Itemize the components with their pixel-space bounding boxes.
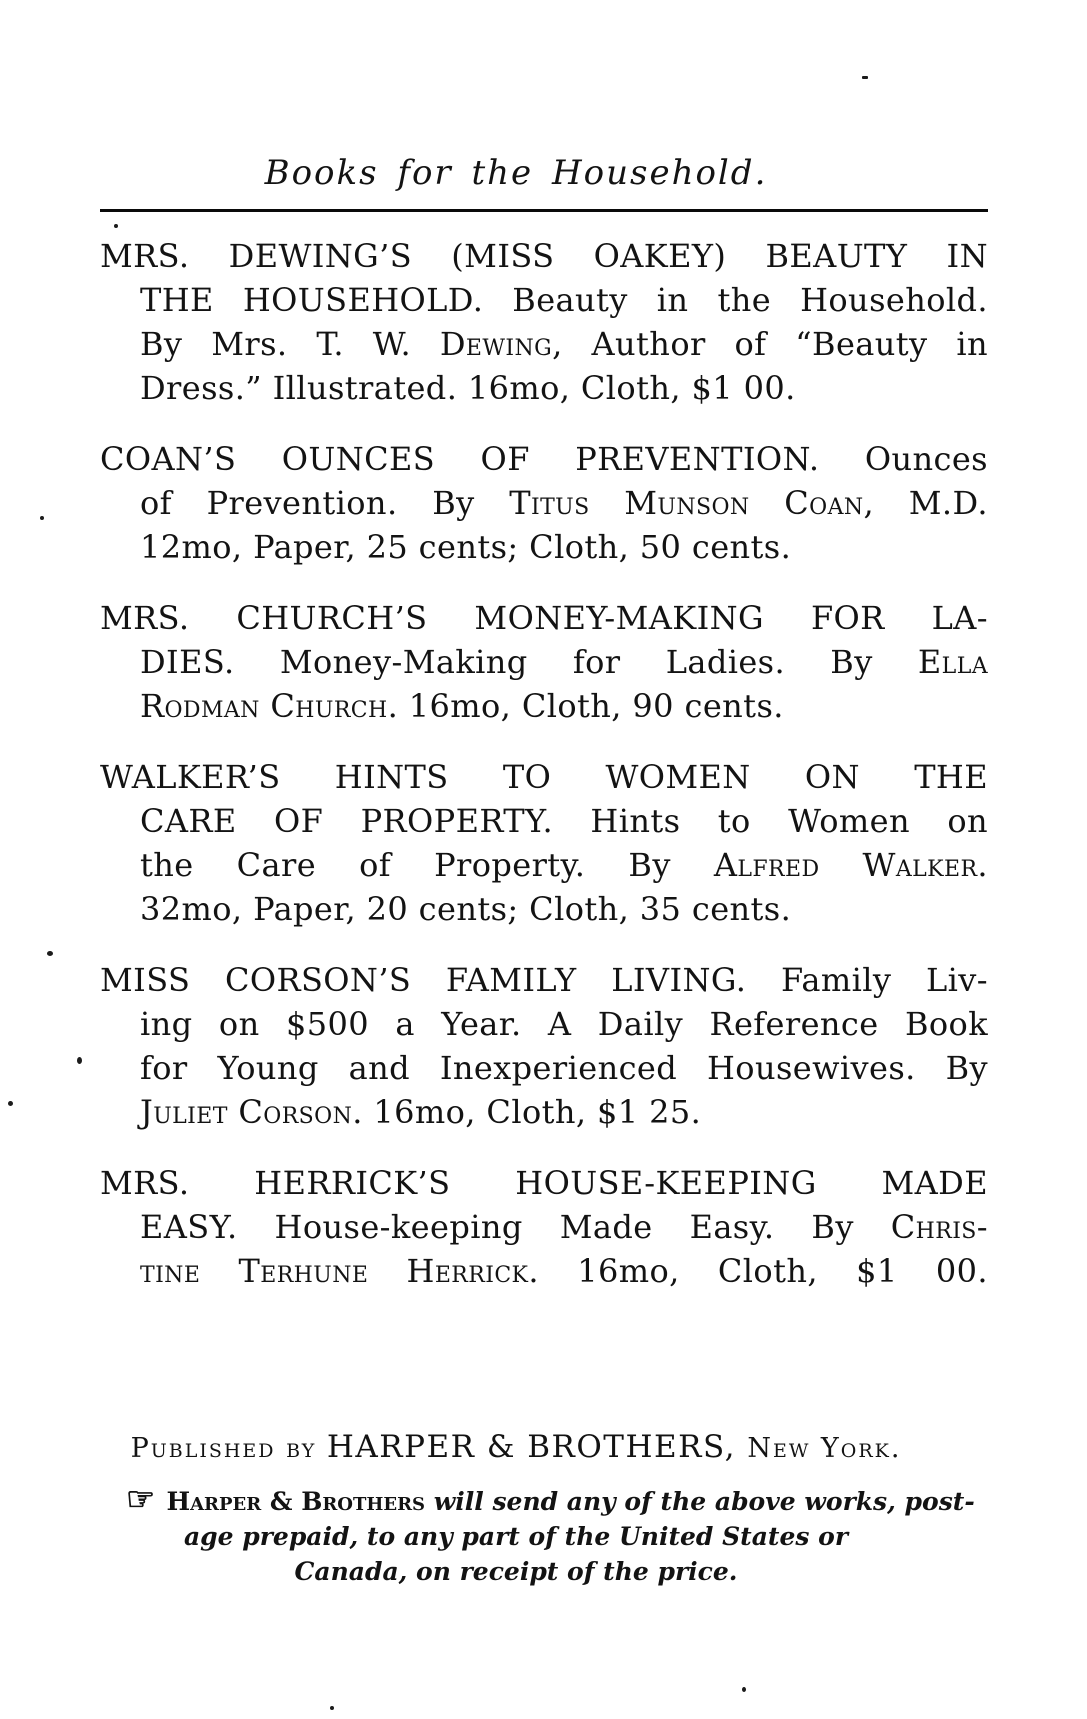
entry-line — [100, 437, 988, 481]
text-segment: COAN’S OUNCES OF PREVENTION. Ounces — [100, 440, 988, 478]
text-segment: for Young and Inexperienced Housewives. By — [140, 1049, 988, 1087]
scan-speck — [77, 1057, 82, 1064]
entry-line — [100, 366, 988, 410]
page-footer — [100, 1425, 988, 1589]
book-entry — [100, 1161, 988, 1293]
text-segment: . 16mo, Cloth, 90 cents. — [387, 687, 784, 725]
text-segment: 32mo, Paper, 20 cents; Cloth, 35 cents. — [140, 890, 792, 928]
page-title: Books for the Household. — [264, 153, 768, 193]
running-head — [100, 150, 988, 212]
entry-line — [100, 1090, 988, 1134]
text-segment: HARPER & BROTHERS, — [326, 1429, 748, 1465]
book-entry — [100, 596, 988, 728]
entry-line — [100, 278, 988, 322]
text-segment: MISS CORSON’S FAMILY LIVING. Family Liv- — [100, 961, 988, 999]
book-entries — [100, 234, 988, 1293]
notice-line — [126, 1554, 906, 1589]
text-segment: ing on $500 a Year. A Daily Reference Book — [140, 1005, 988, 1043]
text-segment: Alfred Walker — [713, 846, 978, 884]
entry-line — [100, 755, 988, 799]
entry-line — [100, 1205, 988, 1249]
text-segment: the Care of Property. By — [140, 846, 714, 884]
entry-line — [100, 799, 988, 843]
text-segment: Published by — [130, 1433, 327, 1464]
pointing-hand-icon: ☞ — [126, 1479, 167, 1518]
scan-speck — [330, 1706, 334, 1710]
text-segment: of Prevention. By — [140, 484, 510, 522]
text-segment: , Author of “Beauty in — [552, 325, 988, 363]
entry-line — [100, 234, 988, 278]
entry-line — [100, 1249, 988, 1293]
scan-speck — [47, 951, 53, 956]
entry-line — [100, 322, 988, 366]
book-entry — [100, 234, 988, 410]
text-segment: age prepaid, to any part of the United States or — [183, 1522, 848, 1551]
entry-line — [100, 887, 988, 931]
notice-line — [126, 1479, 975, 1519]
book-entry — [100, 755, 988, 931]
entry-line — [100, 481, 988, 525]
text-segment: Dress.” Illustrated. 16mo, Cloth, $1 00. — [140, 369, 796, 407]
text-segment: . — [977, 846, 988, 884]
header-rule — [100, 209, 988, 212]
entry-line — [100, 640, 988, 684]
book-entry — [100, 437, 988, 569]
text-segment: THE HOUSEHOLD. Beauty in the Household. — [140, 281, 988, 319]
entry-line — [100, 843, 988, 887]
entry-line — [100, 1161, 988, 1205]
text-segment: MRS. CHURCH’S MONEY-MAKING FOR LA- — [100, 599, 988, 637]
entry-line — [100, 525, 988, 569]
scan-speck — [8, 1101, 13, 1106]
text-segment: Chris- — [890, 1208, 988, 1246]
entry-line — [100, 1002, 988, 1046]
text-segment: Harper & Brothers — [166, 1487, 426, 1516]
text-segment: MRS. DEWING’S (MISS OAKEY) BEAUTY IN — [100, 237, 988, 275]
text-segment: By Mrs. T. W. — [140, 325, 440, 363]
entry-line — [100, 684, 988, 728]
text-segment: New York. — [747, 1433, 902, 1464]
text-segment: DIES. Money-Making for Ladies. By — [140, 643, 918, 681]
text-segment: 12mo, Paper, 25 cents; Cloth, 50 cents. — [140, 528, 792, 566]
text-segment: tine Terhune Herrick — [140, 1252, 529, 1290]
notice-line — [126, 1519, 906, 1554]
text-segment: . 16mo, Cloth, $1 00. — [528, 1252, 988, 1290]
mail-order-notice — [126, 1479, 975, 1589]
entry-line — [100, 1046, 988, 1090]
text-segment: CARE OF PROPERTY. Hints to Women on — [140, 802, 988, 840]
text-segment: EASY. House-keeping Made Easy. By — [140, 1208, 891, 1246]
text-segment: Canada, on receipt of the price. — [294, 1557, 738, 1586]
text-segment: Juliet Corson — [140, 1093, 353, 1131]
publisher-line — [72, 1425, 960, 1471]
text-segment: Titus Munson Coan — [509, 484, 864, 522]
scan-speck — [862, 76, 868, 79]
scan-speck — [40, 516, 44, 520]
text-segment: Rodman Church — [140, 687, 388, 725]
entry-line — [100, 596, 988, 640]
text-segment: will send any of the above works, post- — [425, 1487, 975, 1516]
text-column — [100, 150, 988, 1589]
text-segment: Ella — [917, 643, 988, 681]
scan-speck — [742, 1687, 746, 1692]
text-segment: MRS. HERRICK’S HOUSE-KEEPING MADE — [100, 1164, 988, 1202]
scan-speck — [114, 224, 118, 228]
entry-line — [100, 958, 988, 1002]
text-segment: . 16mo, Cloth, $1 25. — [352, 1093, 702, 1131]
text-segment: , M.D. — [863, 484, 988, 522]
book-entry — [100, 958, 988, 1134]
text-segment: Dewing — [439, 325, 553, 363]
text-segment: WALKER’S HINTS TO WOMEN ON THE — [100, 758, 988, 796]
